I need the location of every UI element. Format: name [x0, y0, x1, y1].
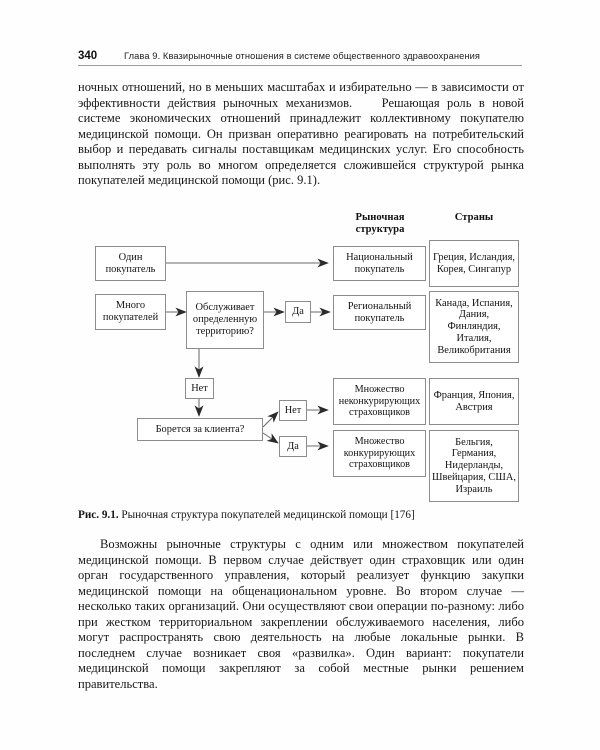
figure-caption [78, 508, 524, 522]
node-many-buyers: Много покупателей [95, 294, 166, 330]
node-countries-noncompeting: Франция, Япония, Австрия [429, 378, 519, 425]
column-header-structure: Рыночная структура [355, 212, 405, 236]
node-one-buyer: Один покупатель [95, 246, 166, 281]
paragraph-top-part2: Решающая роль в новой системе экономических отношений принадлежит коллективному покупателю медицинской помощи. Он призван оперативно реагировать на потребительский выбор и передавать сигналы поставщикам медицинских услуг. Его способность выполнять эту роль во многом определяется сложившейся структурой рынка покупателей медицинской помощи (рис. 9.1). [78, 95, 525, 188]
paragraph-top [78, 80, 524, 189]
node-countries-national: Греция, Исландия, Корея, Сингапур [429, 240, 519, 287]
node-countries-competing: Бельгия, Германия, Нидерланды, Швейцария, США, Израиль [429, 430, 519, 502]
paragraph-bottom-text: Возможны рыночные структуры с одним или множеством покупателей медицинской помощи. В первом случае действует один страховщик или один орган государственного управления, который реализует функцию закупки медицинской помощи на общенациональном уровне. Во втором случае — несколько таких организаций. Они осуществляют свои операции по-разному: либо при жестком территориальном закреплении обслуживаемого населения, либо могут распространять свою деятельность на любые локальные рынки. В последнем случае возникает своя «развилка». Один вариант: покупатели медицинской помощи закрепляют за собой местные рынки решением правительства. [78, 537, 524, 691]
paragraph-bottom [78, 537, 524, 692]
paragraph-top-part1: ночных отношений, но в меньших масштабах и избирательно — в зависимости от эффективности действия рыночных механизмов. [78, 80, 524, 110]
node-no-territory: Нет [185, 378, 214, 399]
node-yes-territory: Да [285, 301, 311, 323]
page-number: 340 [78, 50, 98, 62]
figure-caption-text: Рыночная структура покупателей медицинской помощи [176] [118, 509, 415, 521]
node-competing-insurers: Множество конкурирующих страховщиков [333, 430, 426, 477]
node-regional-buyer: Региональный покупатель [333, 295, 426, 330]
figure-caption-label: Рис. 9.1. [78, 509, 119, 521]
column-header-countries: Страны [454, 212, 494, 223]
node-national-buyer: Национальный покупатель [333, 246, 426, 281]
chapter-title: Глава 9. Квазирыночные отношения в системе общественного здравоохранения [124, 51, 481, 61]
node-yes-compete: Да [279, 436, 307, 457]
node-no-compete: Нет [279, 400, 307, 421]
running-header [78, 50, 522, 66]
node-countries-regional: Канада, Испания, Дания, Финляндия, Италия, Великобритания [429, 291, 519, 363]
node-decision-territory: Обслуживает определенную территорию? [186, 291, 264, 349]
node-decision-compete: Борется за клиента? [137, 418, 263, 441]
node-noncompeting-insurers: Множество неконкурирующих страховщиков [333, 378, 426, 425]
